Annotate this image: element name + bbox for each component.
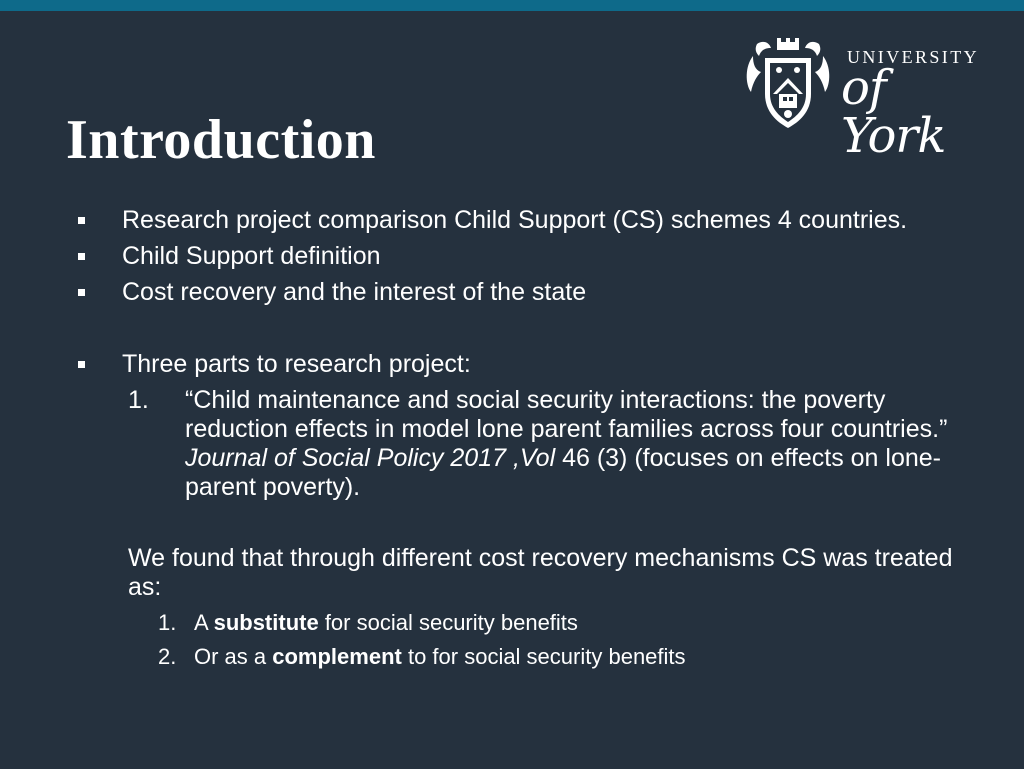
publication-text xyxy=(185,386,985,502)
bullet-text: Research project comparison Child Support (CS) schemes 4 countries. xyxy=(122,206,908,234)
findings-keyword: substitute xyxy=(213,610,319,635)
top-accent-bar xyxy=(0,0,1024,11)
bullet-text: Child Support definition xyxy=(122,242,381,270)
logo-york-text: of York xyxy=(841,60,946,164)
square-bullet-icon xyxy=(78,217,85,224)
findings-text-after: to for social security benefits xyxy=(401,644,686,669)
list-number: 2. xyxy=(158,644,177,669)
york-crest-icon xyxy=(743,36,833,132)
publication-text-after: 46 (3) (focuses on effects on lone-parent poverty). xyxy=(185,444,941,501)
bullet-text: Cost recovery and the interest of the state xyxy=(122,278,587,306)
list-number: 1. xyxy=(128,386,149,414)
list-number: 1. xyxy=(158,610,177,635)
university-logo xyxy=(743,36,993,164)
findings-item-text xyxy=(194,608,578,638)
publication-text-before: “Child maintenance and social security interactions: the poverty reduction effects in model lone parent families across four countries.” xyxy=(185,386,948,443)
square-bullet-icon xyxy=(78,289,85,296)
findings-paragraph: We found that through different cost recovery mechanisms CS was treated as: xyxy=(128,544,953,601)
square-bullet-icon xyxy=(78,253,85,260)
bullet-text: Three parts to research project: xyxy=(122,350,471,378)
findings-text-before: A xyxy=(194,610,214,635)
findings-keyword: complement xyxy=(272,644,402,669)
findings-text-after: for social security benefits xyxy=(318,610,578,635)
square-bullet-icon xyxy=(78,361,85,368)
logo-university-text: UNIVERSITY xyxy=(847,47,979,67)
journal-name: Journal of Social Policy 2017 ,Vol xyxy=(185,444,556,472)
findings-text-before: Or as a xyxy=(194,644,273,669)
slide-title: Introduction xyxy=(66,109,376,171)
findings-item-text xyxy=(194,642,686,672)
